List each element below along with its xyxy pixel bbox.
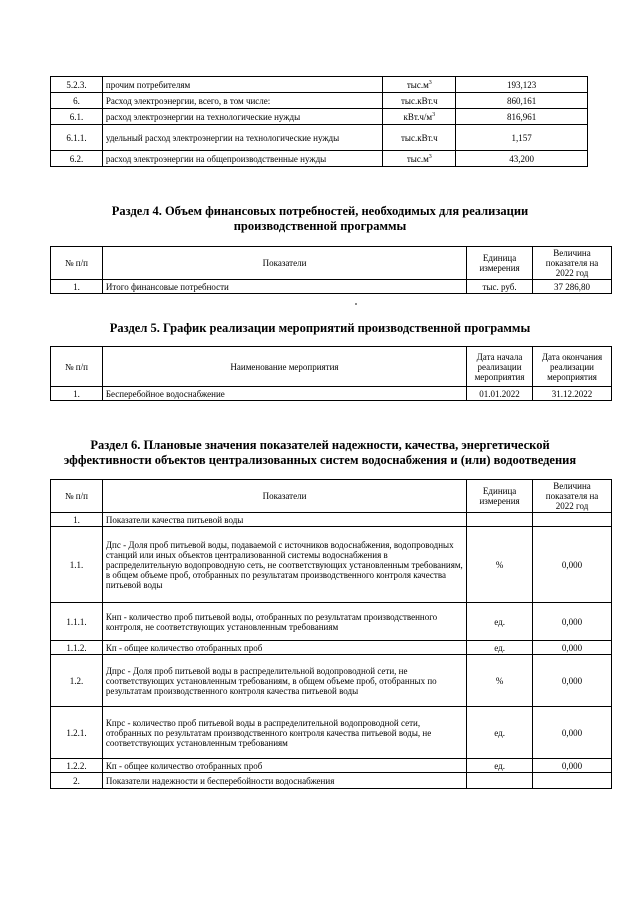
row-unit: тыс.кВт.ч	[383, 125, 456, 151]
row-number: 6.	[51, 93, 103, 109]
table-row	[51, 655, 612, 707]
row-name: Кп - общее количество отобранных проб	[102, 759, 466, 773]
table-section6	[50, 479, 612, 789]
row-value: 0,000	[533, 655, 612, 707]
row-unit: $тыс.м^3$	[383, 151, 456, 167]
row-value	[533, 773, 612, 789]
header-indicators: Показатели	[102, 480, 466, 513]
row-name: Показатели надежности и бесперебойности водоснабжения	[102, 773, 466, 789]
table-section5	[50, 346, 612, 401]
row-name: Дпрс - Доля проб питьевой воды в распределительной водопроводной сети, не соответствующих установленным требованиям, в общем объеме проб, отобранных по результатам производственного контроля качества питьевой воды	[102, 655, 466, 707]
table-row	[51, 513, 612, 527]
scan-speck	[355, 303, 357, 305]
table-header	[51, 247, 612, 280]
row-value	[533, 513, 612, 527]
header-number: № п/п	[51, 347, 103, 387]
row-name: Кпрс - количество проб питьевой воды в распределительной водопроводной сети, отобранных по результатам производственного контроля качества питьевой воды, не соответствующих установленным требованиям	[102, 707, 466, 759]
row-value: 43,200	[456, 151, 588, 167]
table-row	[51, 125, 588, 151]
row-number: 1.2.	[51, 655, 103, 707]
row-value: 1,157	[456, 125, 588, 151]
row-number: 1.1.	[51, 527, 103, 603]
row-unit	[467, 513, 533, 527]
table-row	[51, 109, 588, 125]
row-end-date: 31.12.2022	[533, 387, 612, 401]
row-unit: %	[467, 527, 533, 603]
row-value: 193,123	[456, 77, 588, 93]
row-unit: ед.	[467, 707, 533, 759]
header-value: Величина показателя на 2022 год	[533, 480, 612, 513]
table-row	[51, 707, 612, 759]
row-number: 6.1.	[51, 109, 103, 125]
header-end-date: Дата окончания реализации мероприятия	[533, 347, 612, 387]
row-name: Расход электроэнергии, всего, в том числе:	[102, 93, 382, 109]
row-value: 0,000	[533, 527, 612, 603]
row-unit: тыс.кВт.ч	[383, 93, 456, 109]
table-row	[51, 151, 588, 167]
table-header	[51, 480, 612, 513]
row-number: 6.1.1.	[51, 125, 103, 151]
table-section4	[50, 246, 612, 294]
header-unit: Единица измерения	[467, 480, 533, 513]
table-header	[51, 347, 612, 387]
row-name: расход электроэнергии на технологические нужды	[102, 109, 382, 125]
table-row	[51, 77, 588, 93]
row-number: 2.	[51, 773, 103, 789]
table-row	[51, 527, 612, 603]
table-resources-continued	[50, 76, 588, 167]
row-unit: ед.	[467, 759, 533, 773]
row-value: 0,000	[533, 707, 612, 759]
row-unit: ед.	[467, 641, 533, 655]
table-row	[51, 280, 612, 294]
header-value: Величина показателя на 2022 год	[533, 247, 612, 280]
row-value: 860,161	[456, 93, 588, 109]
row-name: Показатели качества питьевой воды	[102, 513, 466, 527]
table-row	[51, 603, 612, 641]
row-name: Дпс - Доля проб питьевой воды, подаваемой с источников водоснабжения, водопроводных станций или иных объектов централизованной системы водоснабжения в распределительную водопроводную сеть, не соответствующих установленным требованиям, в общем объеме проб, отобранных по результатам производственного контроля качества питьевой воды	[102, 527, 466, 603]
row-number: 5.2.3.	[51, 77, 103, 93]
row-value: 0,000	[533, 759, 612, 773]
row-unit: %	[467, 655, 533, 707]
header-number: № п/п	[51, 247, 103, 280]
row-number: 1.1.2.	[51, 641, 103, 655]
row-number: 1.	[51, 513, 103, 527]
row-name: Бесперебойное водоснабжение	[102, 387, 466, 401]
section5-title: Раздел 5. График реализации мероприятий производственной программы	[109, 321, 531, 335]
row-name: Кп - общее количество отобранных проб	[102, 641, 466, 655]
row-name: прочим потребителям	[102, 77, 382, 93]
row-number: 6.2.	[51, 151, 103, 167]
row-unit: $кВт.ч/м^3$	[383, 109, 456, 125]
table-row	[51, 759, 612, 773]
row-number: 1.	[51, 387, 103, 401]
row-unit: тыс. руб.	[467, 280, 533, 294]
row-value: 816,961	[456, 109, 588, 125]
header-unit: Единица измерения	[467, 247, 533, 280]
row-value: 37 286,80	[533, 280, 612, 294]
table-row	[51, 387, 612, 401]
row-value: 0,000	[533, 641, 612, 655]
header-indicators: Показатели	[102, 247, 466, 280]
table-row	[51, 773, 612, 789]
row-name: Итого финансовые потребности	[102, 280, 466, 294]
row-unit	[467, 773, 533, 789]
row-number: 1.1.1.	[51, 603, 103, 641]
row-unit: $тыс.м^3$	[383, 77, 456, 93]
row-number: 1.	[51, 280, 103, 294]
row-name: Кнп - количество проб питьевой воды, отобранных по результатам производственного контроля, не соответствующих установленным требованиям	[102, 603, 466, 641]
row-number: 1.2.1.	[51, 707, 103, 759]
row-number: 1.2.2.	[51, 759, 103, 773]
table-row	[51, 93, 588, 109]
header-activity: Наименование мероприятия	[102, 347, 466, 387]
row-value: 0,000	[533, 603, 612, 641]
table-row	[51, 641, 612, 655]
row-name: удельный расход электроэнергии на технологические нужды	[102, 125, 382, 151]
row-start-date: 01.01.2022	[467, 387, 533, 401]
header-number: № п/п	[51, 480, 103, 513]
row-name: расход электроэнергии на общепроизводственные нужды	[102, 151, 382, 167]
row-unit: ед.	[467, 603, 533, 641]
header-start-date: Дата начала реализации мероприятия	[467, 347, 533, 387]
section6-title: Раздел 6. Плановые значения показателей надежности, качества, энергетической эффективности объектов централизованных систем водоснабжения и (или) водоотведения	[63, 438, 577, 467]
section4-title: Раздел 4. Объем финансовых потребностей, необходимых для реализации производственной программы	[111, 204, 529, 233]
